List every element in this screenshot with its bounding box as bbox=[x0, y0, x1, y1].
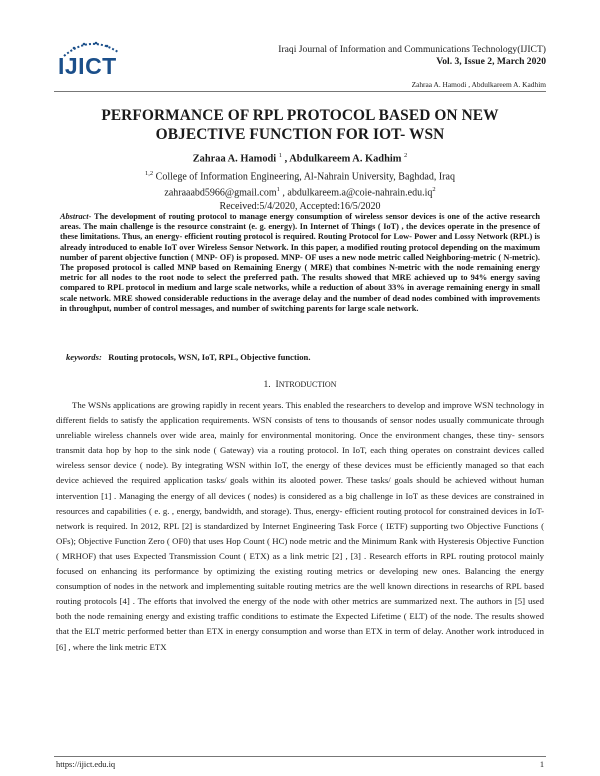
journal-logo bbox=[54, 40, 134, 82]
keywords-label: keywords: bbox=[66, 352, 102, 362]
keywords bbox=[66, 352, 310, 362]
footer-url[interactable]: https://ijict.edu.iq bbox=[56, 760, 116, 769]
section-number: 1. bbox=[263, 379, 271, 390]
author-1: Zahraa A. Hamodi bbox=[192, 153, 277, 165]
title-line-2: OBJECTIVE FUNCTION FOR IOT- WSN bbox=[155, 126, 445, 143]
email-separator: , bbox=[279, 187, 288, 199]
abstract bbox=[60, 212, 540, 314]
logo-wordmark: IJICT bbox=[58, 53, 117, 79]
journal-header bbox=[278, 44, 546, 68]
author-list bbox=[60, 152, 540, 164]
journal-volume: Vol. 3, Issue 2, March 2020 bbox=[436, 56, 546, 67]
running-header-authors: Zahraa A. Hamodi , Abdulkareem A. Kadhim bbox=[411, 80, 546, 89]
journal-name: Iraqi Journal of Information and Communications Technology(IJICT) bbox=[278, 44, 546, 55]
author-2: Abdulkareem A. Kadhim bbox=[289, 153, 402, 165]
email-2-sup: 2 bbox=[432, 186, 436, 194]
affiliation: College of Information Engineering, Al-Nahrain University, Baghdad, Iraq bbox=[155, 171, 455, 183]
keywords-text: Routing protocols, WSN, IoT, RPL, Objective function. bbox=[108, 352, 311, 362]
title-line-1: PERFORMANCE OF RPL PROTOCOL BASED ON NEW bbox=[101, 107, 499, 124]
introduction-paragraph: The WSNs applications are growing rapidly in recent years. This enabled the researchers to develop and improve WSN technology in different fields to satisfy the application requirements. WSN consists of tens to thousands of sensor nodes usually communicate through unreliable wireless channels over wide area, mainly for environmental monitoring. Once the environment changes, these tiny- sensors transmit data hop by hop to the sink node ( Gateway) via a routing protocol. In IoT, each thing operates on constraint devices called wireless sensor device ( node). By integrating WSN within IoT, the energy of these devices must be efficiently managed so that each device achieved the required application tasks/ goals within its alooted power. These tasks/ goals should be achieved without human intervention [1] . Managing the energy of all devices ( nodes) is considered as a big challenge in IoT as these devices are constrained in resources and capabilities ( e. g. , energy, bandwidth, and storage). Thus, energy- efficient routing protocol for constrained devices in IoT- network is required. In 2012, RPL [2] is standardized by Internet Engineering Task Force ( IETF) supporting two Objective Functions ( OFs); Objective Function Zero ( OF0) that uses Hop Count ( HC) node metric and the Minimum Rank with Hysteresis Objective Function ( MRHOF) that uses Expected Transmission Count ( ETX) as a link metric [2] , [3] . Research efforts in RPL routing protocol mainly focused on enhancing its performance by optimizing the existing routing metrics or developing new ones. Balancing the energy consumption of nodes in the network and implementing suitable routing metrics are the well known directions in researchs of RPL based routing protocols [4] . The efforts that involved the energy of the node with other metrics are summarized next. The authors in [5] used both the node remaining energy and existing traffic conditions to estimate the Expected Lifetime ( ELT) of the node. The results showed that the ELT metric performed better than ETX in energy consumption and worse than ETX in term of delay. Another work introduced in [6] , where the link metric ETX bbox=[56, 400, 544, 652]
abstract-label: Abstract- bbox=[60, 212, 92, 221]
email-1[interactable]: zahraaabd5966@gmail.com bbox=[164, 187, 277, 199]
section-heading-introduction bbox=[0, 379, 600, 390]
abstract-text: The development of routing protocol to manage energy consumption of wireless sensor devices is one of the active research areas. The main challenge is the resource constraint (e. g. energy). In Internet of Things ( IoT) , the devices operate in the presence of these limitations. Thus, an energy- efficient routing protocol is required. Routing Protocol for Low- Power and Lossy Network (RPL) is already introduced to enable IoT over Wireless Sensor Network. In this paper, a modified routing protocol depending on the maximum number of parent objective function ( MNP- OF) is proposed. MNP- OF uses a new node metric called Neighboring-metric ( N-metric). The proposed protocol is called MNP based on Remaining Energy ( MRE) that combines N-metric with the node remaining energy metric for all nodes to the root node to select the preferred path. The results showed that MRE achieved up to 94% energy saving compared to RPL protocol in medium and large scale networks, while a reduction of about 33% in average remaining energy in small scale network. MRE showed considerable reductions in the average delay and the number of dead nodes combined with improvements in throughput, number of control messages, and number of switching parents for large scale network. bbox=[60, 212, 540, 313]
author-separator: , bbox=[282, 153, 290, 165]
page-number: 1 bbox=[539, 760, 544, 769]
paper-title bbox=[60, 106, 540, 144]
email-2[interactable]: abdulkareem.a@coie-nahrain.edu.iq bbox=[287, 187, 433, 199]
affiliation-sup: 1,2 bbox=[145, 170, 154, 177]
email-line bbox=[60, 183, 540, 199]
author-1-sup: 1 bbox=[278, 152, 283, 159]
received-dates: Received:5/4/2020, Accepted:16/5/2020 bbox=[219, 200, 381, 212]
email-1-sup: 1 bbox=[276, 186, 280, 194]
footer-divider bbox=[54, 756, 546, 757]
affiliation-block bbox=[60, 167, 540, 213]
section-title-rest: NTRODUCTION bbox=[278, 380, 337, 389]
author-2-sup: 2 bbox=[404, 152, 408, 159]
header-divider bbox=[54, 91, 546, 92]
section-initial: I bbox=[275, 379, 279, 390]
affiliation-line bbox=[60, 167, 540, 183]
